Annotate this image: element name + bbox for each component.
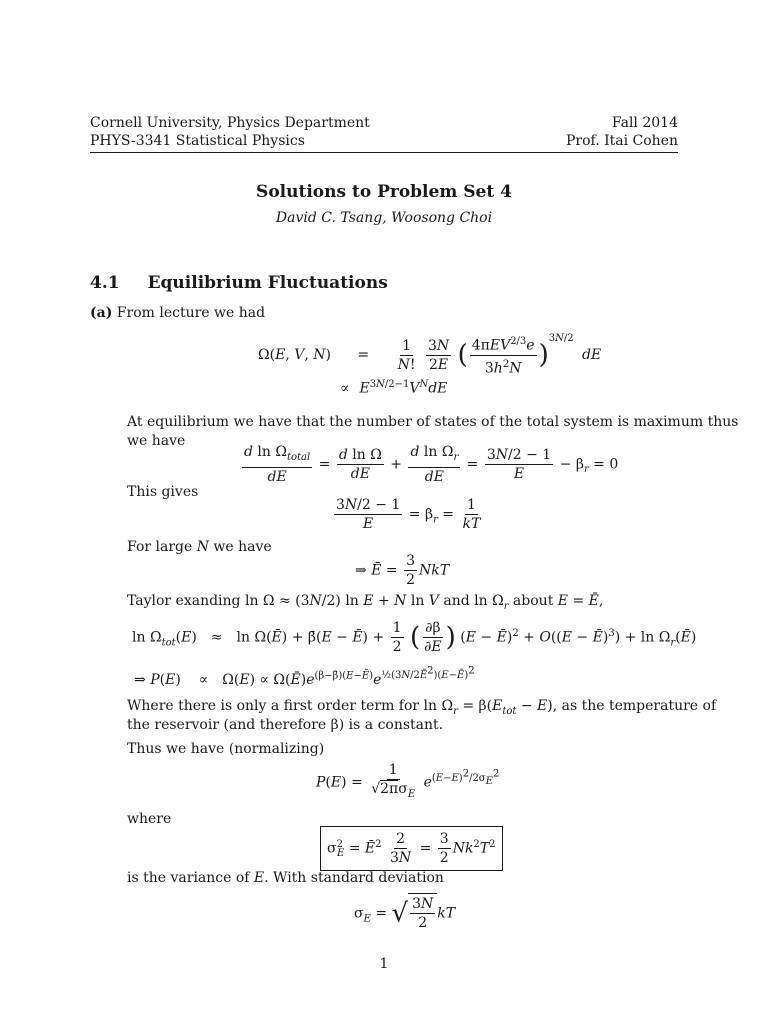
paragraph-variance: is the variance of E. With standard deviation: [127, 870, 444, 886]
part-a-intro: [90, 304, 265, 323]
paragraph-this-gives: This gives: [127, 484, 199, 500]
part-a-text: From lecture we had: [116, 305, 266, 321]
equation-beta: $\frac{3N/2 - 1}{E}$ = $\beta_r$ = $\frac{1}{kT}$: [336, 497, 481, 532]
section-heading: [90, 273, 388, 293]
section-title: Equilibrium Fluctuations: [147, 273, 388, 293]
page-number: 1: [379, 956, 389, 972]
paragraph-equilibrium-line2: we have: [127, 433, 186, 449]
equation-omega: Ω(E, V, N) = $\frac{1}{N!}$ $\frac{3N}{2E}$ ( $\frac{4\pi EV^{2/3}e}{3h^2N}$ )$^{3N/2}$ dE: [258, 333, 602, 377]
paragraph-equilibrium-line1: At equilibrium we have that the number of states of the total system is maximum thus: [127, 414, 739, 430]
section-number: 4.1: [90, 273, 120, 293]
paragraph-first-order-line1: Where there is only a first order term for $\ln \Omega_r = \beta(E_{tot} - E)$, as the temperature of: [127, 698, 717, 717]
paragraph-normalizing: Thus we have (normalizing): [127, 741, 325, 757]
equation-std-dev: $\sigma_E$ = √ $\frac{3N}{2}$ kT: [354, 893, 455, 931]
part-a-label: (a): [90, 305, 113, 321]
header-term: Fall 2014: [611, 115, 678, 131]
header-rule: [90, 152, 678, 153]
header-institution: Cornell University, Physics Department: [90, 115, 370, 131]
equation-gaussian: P(E) = $\frac{1}{√2\pi\sigma_E}$ $e^{(E-E)^2/2\sigma_E^2}$: [316, 762, 500, 800]
paragraph-taylor: Taylor exanding ln Ω ≈ (3N/2) ln E + N ln V and $\ln \Omega_r$ about E = Ē,: [127, 593, 604, 612]
equation-dlnomega: $\frac{d \ln \Omega_{total}}{dE}$ = $\frac{\text{d ln Ω}}{dE}$ + $\frac{d \ln \Omega_r}{dE}$ = $\frac{3N/2 - 1}{E}$ − $\beta_r = 0$: [244, 444, 619, 485]
header-course: PHYS-3341 Statistical Physics: [90, 133, 305, 149]
paragraph-large-n: For large N we have: [127, 539, 272, 555]
equation-probability-proportional: ⇒ $P(E) \propto \Omega(E) \propto \Omega(Ē)e^{(\beta-\betā)(E-Ē)}e^{\frac{1}{2}(3N/2Ē^2)(E-Ē)^2}$: [134, 666, 475, 688]
document-title: Solutions to Problem Set 4: [256, 182, 512, 202]
equation-mean-energy: ⇒ Ē = $\frac{3}{2}$ NkT: [355, 553, 450, 588]
paragraph-first-order-line2: the reservoir (and therefore β) is a constant.: [127, 717, 444, 733]
document-authors: David C. Tsang, Woosong Choi: [275, 210, 493, 226]
paragraph-where: where: [127, 811, 172, 827]
equation-taylor-expansion: $\ln \Omega_{tot}(E) \approx \ln$ Ω(Ē) + β̄(E − Ē) + $\frac{1}{2}$ ( $\frac{\partial\beta}{\partial E}$ ) (E − Ē)$^2$ + O((E − Ē)$^3$) + $\ln \Omega_r(Ē)$: [132, 620, 697, 655]
equation-omega-proportional: ∝ $E^{3N/2-1}V^NdE$: [340, 379, 448, 397]
equation-variance-boxed: $\sigma^2_E$ = $Ē^2$ $\frac{2}{3N}$ = $\frac{3}{2}$ $Nk^2T^2$: [320, 826, 503, 871]
header-professor: Prof. Itai Cohen: [565, 133, 678, 149]
